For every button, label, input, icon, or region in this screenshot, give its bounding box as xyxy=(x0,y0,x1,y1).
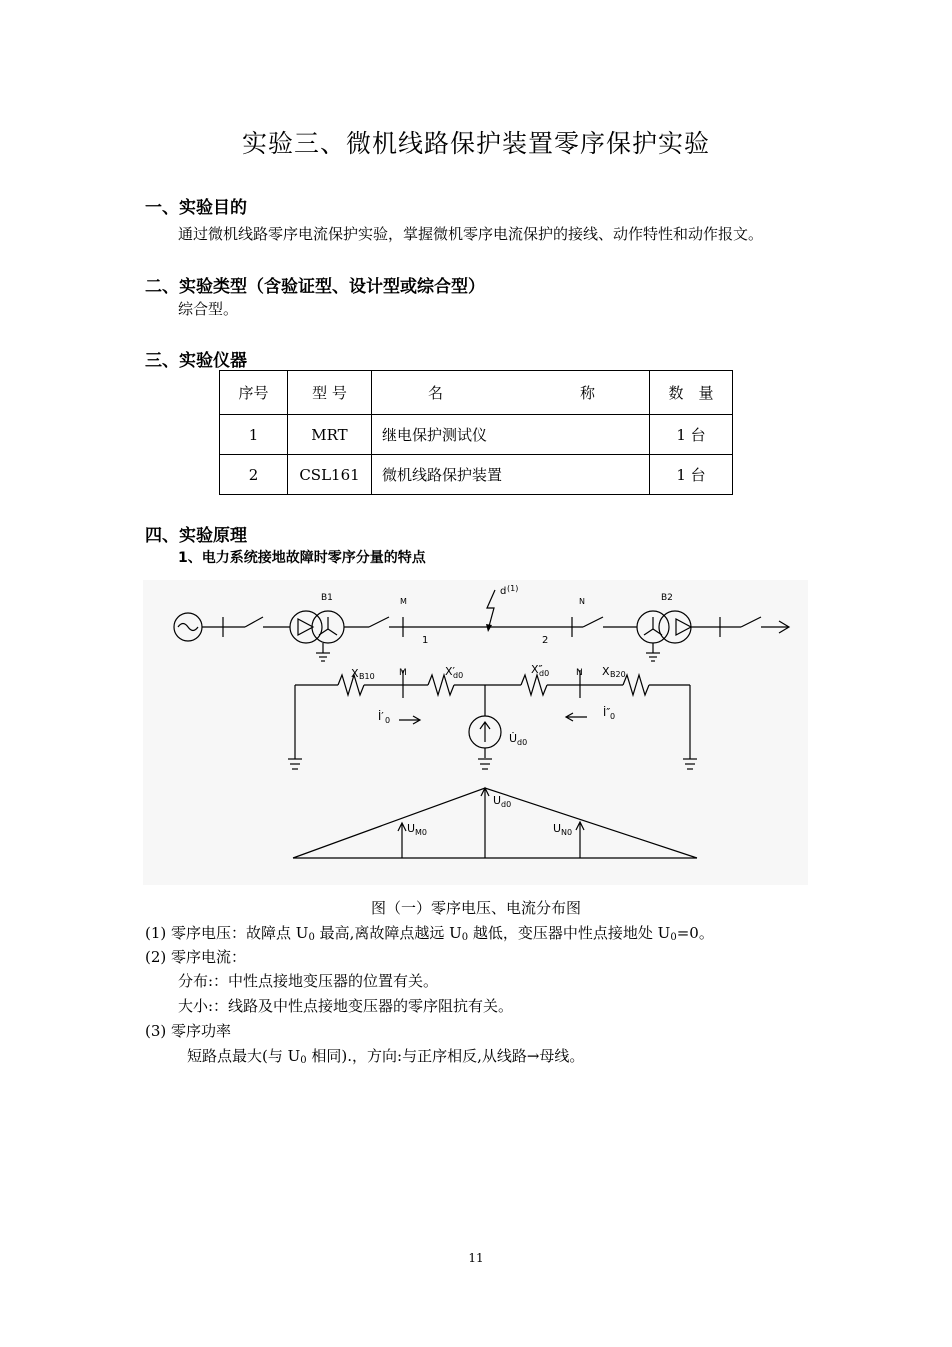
point-distribution: 分布:：中性点接地变压器的位置有关。 xyxy=(178,972,439,990)
resistor-xd0p xyxy=(428,675,454,695)
label-xb20: X xyxy=(602,665,610,678)
resistor-xd0pp xyxy=(521,675,547,695)
label-xd0pp: X″ xyxy=(531,663,543,676)
label-xd0p-sub: d0 xyxy=(453,671,464,680)
point-zero-power: 短路点最大(与 $U_0$ 相同).，方向:与正序相反,从线路→母线。 xyxy=(187,1047,585,1066)
cell-qty: 1 台 xyxy=(650,415,733,455)
generator-wave xyxy=(178,624,198,631)
label-point-2: 2 xyxy=(542,635,549,646)
cell-model: CSL161 xyxy=(288,455,372,495)
label-b2: B2 xyxy=(661,593,673,603)
label-um0-sub: M0 xyxy=(415,828,427,837)
label-un0-sub: N0 xyxy=(561,828,573,837)
cell-model: MRT xyxy=(288,415,372,455)
page-number: 11 xyxy=(468,1251,484,1265)
label-n: N xyxy=(579,597,585,606)
section-heading-type: 二、实验类型（含验证型、设计型或综合型） xyxy=(145,277,485,297)
label-point-1: 1 xyxy=(422,635,429,646)
section-heading-principle: 四、实验原理 xyxy=(145,526,247,546)
header-name-b: 称 xyxy=(579,384,595,402)
label-n2: N xyxy=(576,668,583,678)
label-xb10-sub: B10 xyxy=(359,672,375,681)
table-row xyxy=(220,415,733,455)
label-um0: U xyxy=(407,822,416,835)
point-zero-power-heading: (3) 零序功率 xyxy=(145,1022,232,1040)
label-i0p: İ′ xyxy=(378,710,384,723)
switch-m xyxy=(369,617,389,627)
zero-sequence-diagram xyxy=(143,580,808,885)
cell-qty: 1 台 xyxy=(650,455,733,495)
type-text: 综合型。 xyxy=(178,300,239,318)
zero-sequence-network xyxy=(288,670,697,769)
table-row xyxy=(220,455,733,495)
label-ud0-triangle: U xyxy=(493,794,502,807)
switch-out xyxy=(741,617,761,627)
cell-name: 继电保护测试仪 xyxy=(372,415,650,455)
label-i0pp: İ″ xyxy=(603,706,611,719)
label-i0pp-sub: 0 xyxy=(610,712,616,721)
label-m2: M xyxy=(399,668,407,678)
header-no: 序号 xyxy=(220,371,288,415)
point-zero-current-heading: (2) 零序电流： xyxy=(145,948,247,966)
header-name xyxy=(372,371,650,415)
table-header-row xyxy=(220,371,733,415)
label-xb10: X xyxy=(351,667,359,680)
cell-name: 微机线路保护装置 xyxy=(372,455,650,495)
point-zero-voltage: (1) 零序电压：故障点 $U_0$ 最高,离故障点越远 $U_0$ 越低，变压器中性点接地处 $U_0=0$。 xyxy=(145,924,714,943)
header-name-a: 名 xyxy=(428,384,444,402)
subsection-heading: 1、电力系统接地故障时零序分量的特点 xyxy=(178,550,426,566)
fault-bolt xyxy=(487,590,495,630)
label-b1: B1 xyxy=(321,593,333,603)
figure-caption: 图（一）零序电压、电流分布图 xyxy=(370,899,581,917)
section-heading-purpose: 一、实验目的 xyxy=(145,198,247,218)
switch-n xyxy=(583,617,603,627)
label-ud0-triangle-sub: d0 xyxy=(501,800,512,809)
label-ud0: U̇ xyxy=(509,732,518,745)
label-m: M xyxy=(400,597,407,606)
page-title: 实验三、微机线路保护装置零序保护实验 xyxy=(241,129,710,158)
b2-triangle xyxy=(676,619,691,635)
resistor-xb20 xyxy=(623,675,649,695)
label-fault-sup: (1) xyxy=(507,584,519,593)
label-xd0pp-sub: d0 xyxy=(539,669,550,678)
cell-no: 1 xyxy=(220,415,288,455)
b1-triangle xyxy=(298,619,313,635)
label-xb20-sub: B20 xyxy=(610,670,626,679)
header-model: 型 号 xyxy=(288,371,372,415)
label-i0p-sub: 0 xyxy=(385,716,391,725)
label-fault-d: d xyxy=(500,586,507,597)
label-ud0-sub: d0 xyxy=(517,738,528,747)
point-magnitude: 大小:：线路及中性点接地变压器的零序阻抗有关。 xyxy=(178,997,514,1015)
single-line-diagram xyxy=(174,590,789,661)
label-xd0p: X′ xyxy=(445,665,456,678)
section-heading-instruments: 三、实验仪器 xyxy=(145,351,247,371)
switch-1 xyxy=(245,617,263,627)
purpose-text: 通过微机线路零序电流保护实验，掌握微机零序电流保护的接线、动作特性和动作报文。 xyxy=(178,225,764,243)
label-un0: U xyxy=(553,822,562,835)
transformer-b2-primary xyxy=(659,611,691,643)
instrument-table xyxy=(219,370,733,495)
cell-no: 2 xyxy=(220,455,288,495)
header-qty: 数 量 xyxy=(650,371,733,415)
